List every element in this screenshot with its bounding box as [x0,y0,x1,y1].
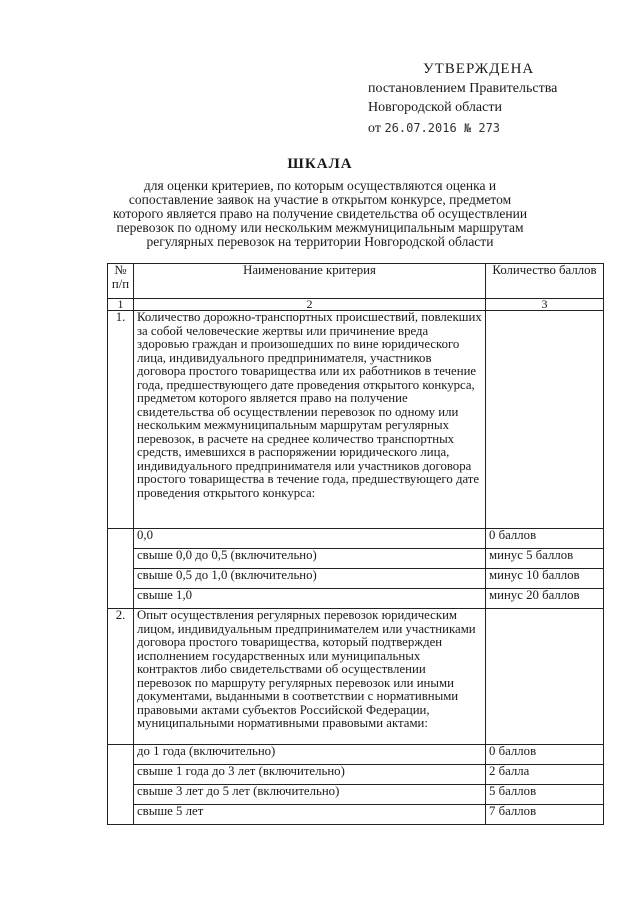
criterion-number: 1. [108,311,134,529]
column-numbers-row [108,299,604,311]
option-row [108,745,604,765]
criterion-score-empty [486,311,604,529]
criterion-row [108,311,604,529]
header-row [108,264,604,299]
option-label: свыше 0,0 до 0,5 (включительно) [134,549,486,569]
option-row [108,569,604,589]
criterion-text: Опыт осуществления регулярных перевозок юридическим лицом, индивидуальным предпринимателем или участниками договора простого товарищества, который подтвержден исполнением государственных или муниципальных контрактов либо свидетельствами об осуществлении перевозок по маршруту регулярных перевозок или иными документами, выданными в соответствии с нормативными правовыми актами субъектов Российской Федерации, муниципальными нормативными правовыми актами: [134,609,486,745]
header-criterion: Наименование критерия [134,264,486,299]
approval-heading: УТВЕРЖДЕНА [423,61,535,77]
column-number-2: 2 [134,299,486,311]
date-value: 26.07.2016 № 273 [384,121,501,135]
column-number-3: 3 [486,299,604,311]
document-subtitle: для оценки критериев, по которым осуществляются оценка и сопоставление заявок на участие в открытом конкурсе, предметом которого является право на получение свидетельства об осуществлении перевозок по одному или нескольким межмуниципальным маршрутам регулярных перевозок на территории Новгородской области [112,178,528,249]
option-label: до 1 года (включительно) [134,745,486,765]
option-label: свыше 5 лет [134,805,486,825]
approval-line-1: постановлением Правительства [368,81,558,96]
option-row [108,805,604,825]
document-title: ШКАЛА [287,156,353,172]
criterion-text: Количество дорожно-транспортных происшествий, повлекших за собой человеческие жертвы или причинение вреда здоровью граждан и произошедших по вине юридического лица, индивидуального предпринимателя, участников договора простого товарищества или их работников в течение года, предшествующего дате проведения открытого конкурса, предметом которого является право на получение свидетельства об осуществлении перевозок по одному или нескольким межмуниципальным маршрутам регулярных перевозок, в расчете на среднее количество транспортных средств, имевшихся в распоряжении юридического лица, индивидуального предпринимателя или участников договора простого товарищества в течение года, предшествующего дате проведения открытого конкурса: [134,311,486,529]
option-label: 0,0 [134,529,486,549]
option-row [108,549,604,569]
option-row [108,765,604,785]
option-score: минус 20 баллов [486,589,604,609]
approval-line-2: Новгородской области [368,100,502,115]
option-label: свыше 0,5 до 1,0 (включительно) [134,569,486,589]
header-score: Количество баллов [486,264,604,299]
column-number-1: 1 [108,299,134,311]
criterion-row [108,609,604,745]
date-prefix: от [368,121,381,136]
approval-block [368,60,618,138]
option-score: 0 баллов [486,745,604,765]
option-label: свыше 3 лет до 5 лет (включительно) [134,785,486,805]
option-score: 7 баллов [486,805,604,825]
criterion-number: 2. [108,609,134,745]
option-row [108,589,604,609]
option-label: свыше 1,0 [134,589,486,609]
criterion-score-empty [486,609,604,745]
approval-date [368,119,618,138]
option-score: 2 балла [486,765,604,785]
option-score: 5 баллов [486,785,604,805]
criteria-table [107,263,604,825]
option-row [108,785,604,805]
option-score: минус 10 баллов [486,569,604,589]
option-score: 0 баллов [486,529,604,549]
option-label: свыше 1 года до 3 лет (включительно) [134,765,486,785]
option-score: минус 5 баллов [486,549,604,569]
header-number: № п/п [108,264,134,299]
option-row [108,529,604,549]
